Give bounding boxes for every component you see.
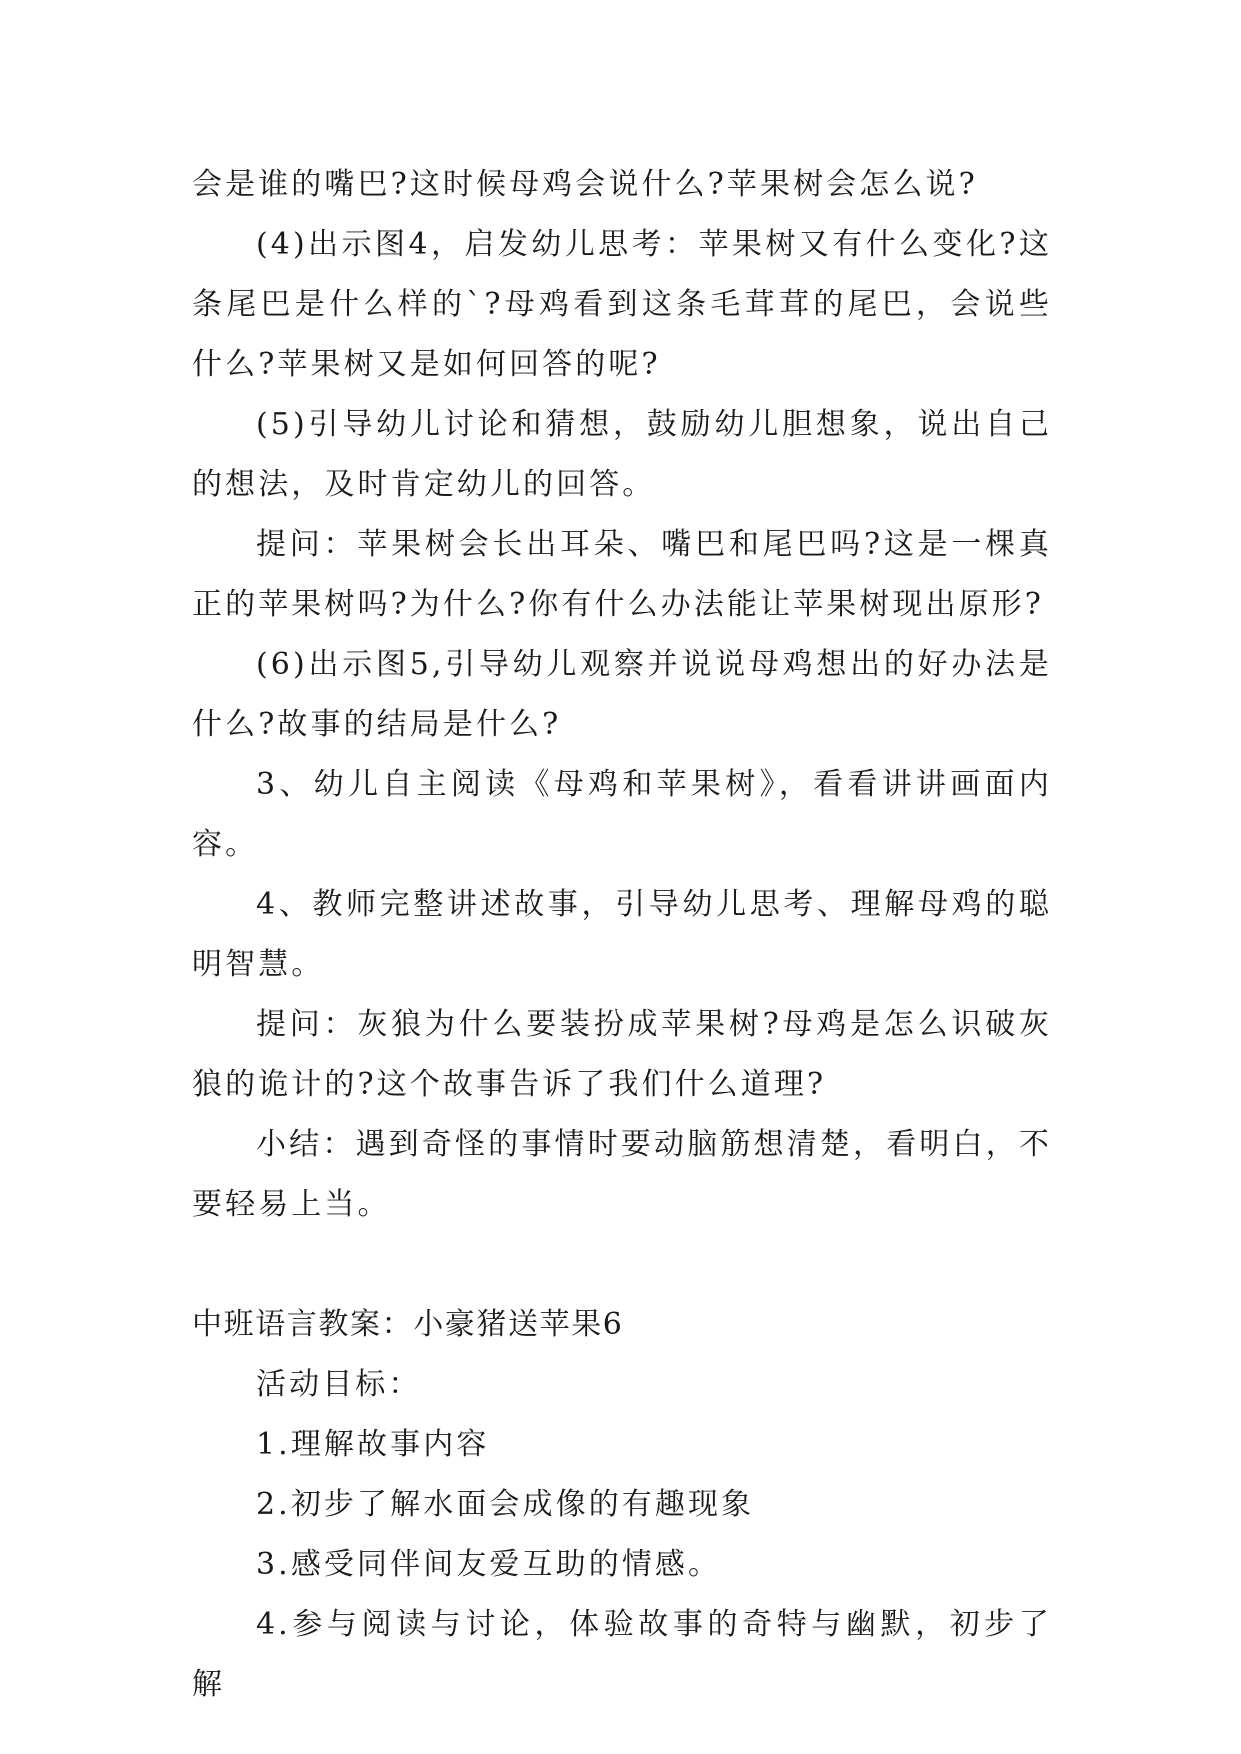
list-item: 3.感受同伴间友爱互助的情感。	[256, 1547, 722, 1582]
paragraph: 提问：灰狼为什么要装扮成苹果树?母鸡是怎么识破灰狼的诡计的?这个故事告诉了我们什么道理?	[192, 1007, 1052, 1102]
document-page	[192, 155, 1052, 1715]
paragraph: (5)引导幼儿讨论和猜想，鼓励幼儿胆想象，说出自己的想法，及时肯定幼儿的回答。	[192, 407, 1052, 502]
list-item: 2.初步了解水面会成像的有趣现象	[256, 1487, 755, 1522]
paragraph: 4、教师完整讲述故事，引导幼儿思考、理解母鸡的聪明智慧。	[192, 887, 1052, 982]
paragraph: 会是谁的嘴巴?这时候母鸡会说什么?苹果树会怎么说?	[192, 167, 978, 202]
paragraph: (4)出示图4，启发幼儿思考：苹果树又有什么变化?这条尾巴是什么样的`?母鸡看到这条毛茸茸的尾巴，会说些什么?苹果树又是如何回答的呢?	[192, 227, 1052, 382]
list-item: 1.理解故事内容	[256, 1427, 490, 1462]
paragraph: 活动目标：	[256, 1367, 422, 1402]
section-spacer	[192, 1235, 1052, 1295]
paragraph: 3、幼儿自主阅读《母鸡和苹果树》，看看讲讲画面内容。	[192, 767, 1052, 862]
list-item: 4.参与阅读与讨论，体验故事的奇特与幽默，初步了解	[192, 1607, 1052, 1702]
paragraph: 提问：苹果树会长出耳朵、嘴巴和尾巴吗?这是一棵真正的苹果树吗?为什么?你有什么办法能让苹果树现出原形?	[192, 527, 1052, 622]
paragraph: 小结：遇到奇怪的事情时要动脑筋想清楚，看明白，不要轻易上当。	[192, 1127, 1052, 1222]
section-title: 中班语言教案：小豪猪送苹果6	[192, 1307, 624, 1342]
paragraph: (6)出示图5,引导幼儿观察并说说母鸡想出的好办法是什么?故事的结局是什么?	[192, 647, 1052, 742]
